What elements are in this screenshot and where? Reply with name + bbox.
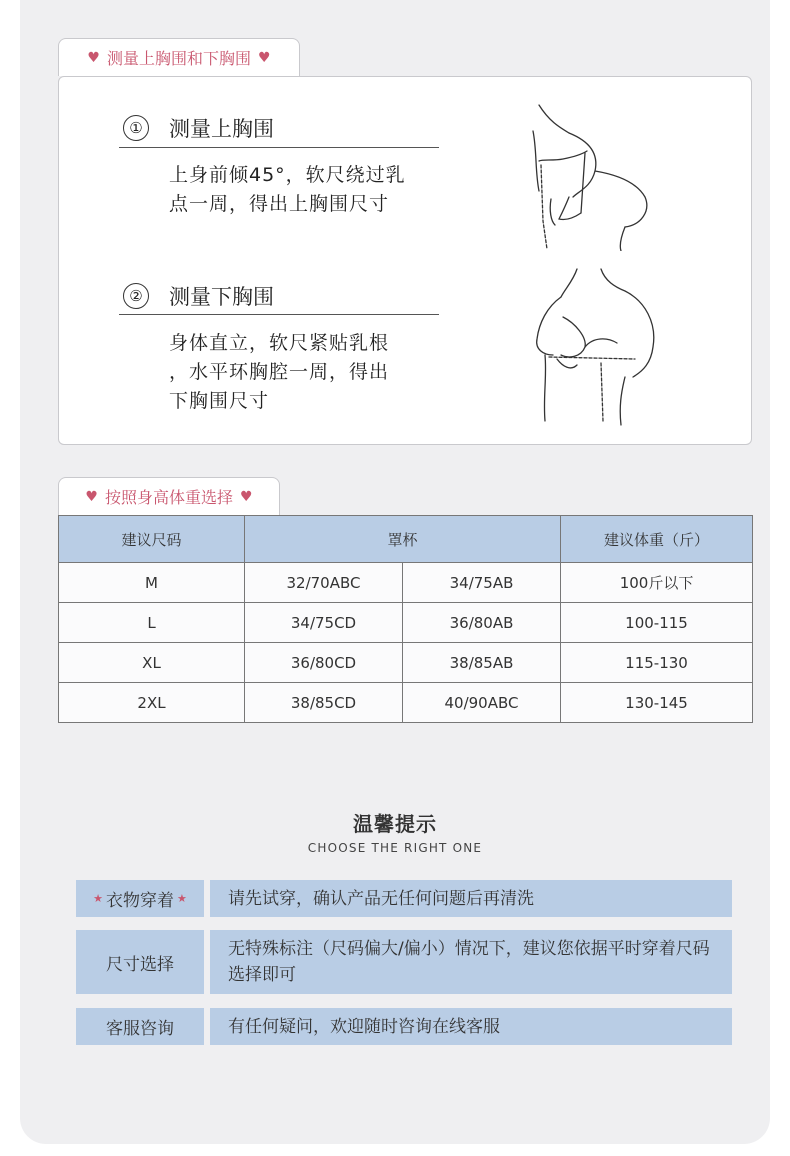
tips-subtitle: CHOOSE THE RIGHT ONE [307,841,483,855]
cell-weight: 100-115 [561,603,753,643]
cell-cup: 34/75CD [245,603,403,643]
cell-weight: 130-145 [561,683,753,723]
tip-text-size: 无特殊标注（尺码偏大/偏小）情况下，建议您依据平时穿着尺码选择即可 [210,930,732,994]
step-title: 测量上胸围 [169,117,274,141]
tip-text-service: 有任何疑问，欢迎随时咨询在线客服 [210,1008,732,1045]
text-line: 上身前倾45°，软尺绕过乳 [169,164,406,186]
divider [119,314,439,315]
cell-weight: 100斤以下 [561,563,753,603]
tip-label-size [76,930,204,994]
header-cup: 罩杯 [245,516,561,563]
divider [119,147,439,148]
text-line: 身体直立，软尺紧贴乳根 [169,332,390,354]
cell-size: XL [59,643,245,683]
tip-text-wearing: 请先试穿，确认产品无任何问题后再清洗 [210,880,732,917]
cell-cup: 38/85CD [245,683,403,723]
header-weight: 建议体重（斤） [561,516,753,563]
heart-icon: ♥ [85,488,98,505]
step-number: ② [123,283,149,309]
step-1-description [169,161,406,219]
size-table [58,515,753,723]
tip-label-text: 衣物穿着 [106,891,174,911]
step-2-description [169,329,389,416]
cell-cup: 40/90ABC [403,683,561,723]
star-icon: ★ [177,892,187,905]
measure-tab-title: 测量上胸围和下胸围 [106,49,251,68]
table-row [59,683,753,723]
header-size: 建议尺码 [59,516,245,563]
size-tab-title: 按照身高体重选择 [104,488,233,507]
measure-tab [58,38,300,76]
step-number: ① [123,115,149,141]
text-line: 下胸围尺寸 [169,390,270,412]
cell-cup: 38/85AB [403,643,561,683]
cell-size: L [59,603,245,643]
cell-weight: 115-130 [561,643,753,683]
cell-size: 2XL [59,683,245,723]
heart-icon: ♥ [87,49,100,66]
step-1-heading [123,113,274,143]
tip-label-service [76,1008,204,1045]
measure-card [58,76,752,445]
cell-cup: 34/75AB [403,563,561,603]
tip-label-wearing [76,880,204,917]
star-icon: ★ [93,892,103,905]
heart-icon: ♥ [258,49,271,66]
cell-cup: 36/80AB [403,603,561,643]
heart-icon: ♥ [240,488,253,505]
table-header-row [59,516,753,563]
cell-cup: 36/80CD [245,643,403,683]
tip-label-text: 尺寸选择 [106,954,174,975]
tips-title: 温馨提示 [353,812,437,836]
table-row [59,603,753,643]
under-bust-illustration [525,267,675,427]
size-tab [58,477,280,515]
step-title: 测量下胸围 [169,285,274,309]
text-line: ，水平环胸腔一周，得出 [169,361,390,383]
text-line: 点一周，得出上胸围尺寸 [169,193,390,215]
table-row [59,643,753,683]
cell-size: M [59,563,245,603]
step-2-heading [123,281,274,311]
cell-cup: 32/70ABC [245,563,403,603]
upper-bust-illustration [529,101,669,251]
tip-label-text: 客服咨询 [106,1019,174,1039]
table-row [59,563,753,603]
